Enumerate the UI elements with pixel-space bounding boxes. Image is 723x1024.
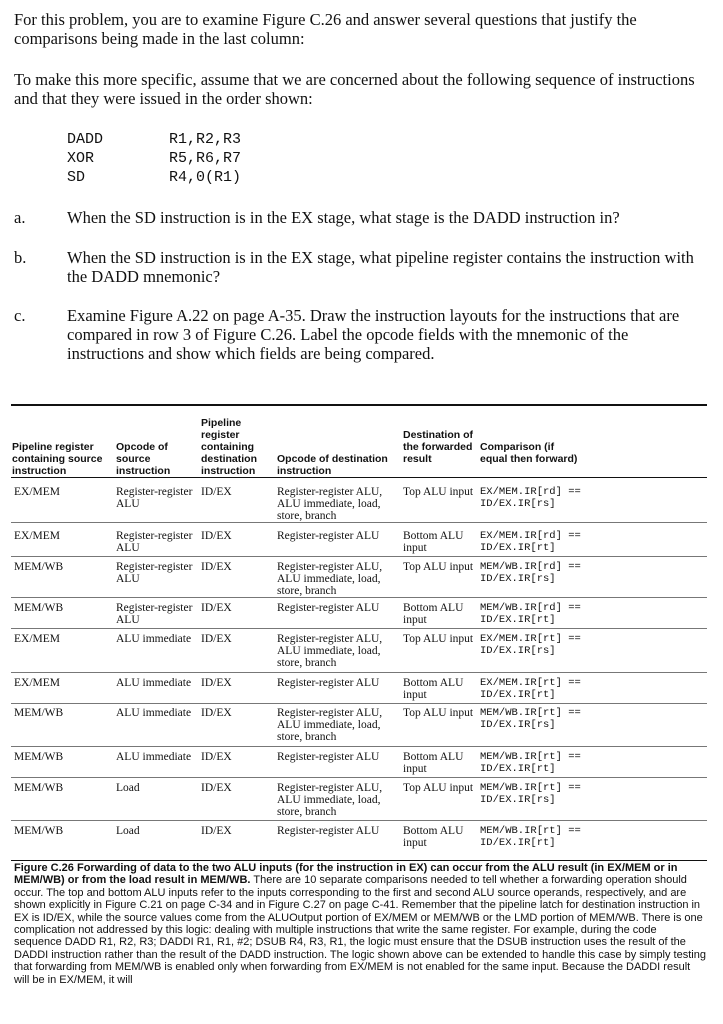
- header-forward-destination: Destination of the forwarded result: [403, 429, 473, 465]
- table-header-rule: [11, 477, 707, 478]
- figure-label: Figure C.26: [14, 862, 74, 874]
- cell-destination-opcode: Register-register ALU, ALU immediate, load, store, branch: [277, 707, 383, 743]
- cell-destination-opcode: Register-register ALU: [277, 530, 380, 542]
- cell-source-register: MEM/WB: [14, 602, 64, 614]
- header-comparison: Comparison (if equal then forward): [480, 441, 578, 465]
- code-operands: R1,R2,R3: [169, 131, 242, 148]
- cell-destination-register: ID/EX: [201, 561, 232, 573]
- question-label: c.: [14, 306, 26, 325]
- row-divider: [11, 522, 707, 523]
- figure-title: Forwarding of data to the two ALU inputs (for the instruction in EX) can occur from the ALU result (in EX/MEM or in MEM/WB) or from the load result in MEM/WB.: [14, 862, 678, 887]
- figure-caption: [14, 862, 706, 986]
- row-divider: [11, 746, 707, 747]
- figure-body: There are 10 separate comparisons needed to tell whether a forwarding operation should occur. The top and bottom ALU inputs refer to the inputs corresponding to the first and second ALU source operands, respectively, and are shown explicitly in Figure C.21 on page C-34 and in Figure C.27 on page C-41. Remember that the pipeline latch for destination instruction in EX is ID/EX, while the source values come from the ALUOutput portion of EX/MEM or MEM/WB or the LMD portion of MEM/WB. There is one complication not addressed by this logic: dealing with multiple instructions that write the same register. For example, during the code sequence DADD R1, R2, R3; DADDI R1, R1, #2; DSUB R4, R3, R1, the logic must ensure that the DSUB instruction uses the result of the DADDI instruction rather than the result of the DADD instruction. The logic shown above can be extended to handle this case by simply testing that forwarding from MEM/WB is enabled only when forwarding from EX/MEM is not enabled for the same input. Because the DADDI result will be in EX/MEM, it will: [14, 874, 706, 986]
- cell-source-opcode: Register-register ALU: [116, 530, 193, 554]
- cell-comparison: EX/MEM.IR[rt] == ID/EX.IR[rt]: [480, 677, 581, 701]
- question-text: When the SD instruction is in the EX stage, what pipeline register contains the instruction with the DADD mnemonic?: [67, 248, 694, 286]
- cell-comparison: EX/MEM.IR[rt] == ID/EX.IR[rs]: [480, 633, 581, 657]
- cell-comparison: MEM/WB.IR[rd] == ID/EX.IR[rt]: [480, 602, 581, 626]
- cell-forward-destination: Top ALU input: [403, 561, 474, 573]
- code-line: [67, 168, 241, 187]
- code-operands: R4,0(R1): [169, 169, 242, 186]
- cell-forward-destination: Bottom ALU input: [403, 530, 464, 554]
- cell-comparison: EX/MEM.IR[rd] == ID/EX.IR[rt]: [480, 530, 581, 554]
- row-divider: [11, 820, 707, 821]
- question-c: [14, 306, 704, 363]
- header-source-register: Pipeline register containing source instruction: [12, 441, 103, 477]
- cell-source-register: EX/MEM: [14, 677, 60, 689]
- cell-destination-register: ID/EX: [201, 530, 232, 542]
- row-divider: [11, 672, 707, 673]
- row-divider: [11, 703, 707, 704]
- row-divider: [11, 628, 707, 629]
- cell-forward-destination: Top ALU input: [403, 633, 474, 645]
- cell-destination-opcode: Register-register ALU, ALU immediate, load, store, branch: [277, 633, 383, 669]
- code-opcode: SD: [67, 169, 86, 186]
- cell-source-register: MEM/WB: [14, 825, 64, 837]
- cell-source-register: EX/MEM: [14, 486, 60, 498]
- row-divider: [11, 597, 707, 598]
- cell-forward-destination: Bottom ALU input: [403, 602, 464, 626]
- cell-comparison: EX/MEM.IR[rd] == ID/EX.IR[rs]: [480, 486, 581, 510]
- cell-destination-register: ID/EX: [201, 677, 232, 689]
- cell-destination-register: ID/EX: [201, 486, 232, 498]
- cell-source-register: MEM/WB: [14, 561, 64, 573]
- cell-forward-destination: Bottom ALU input: [403, 825, 464, 849]
- intro-paragraph-1: For this problem, you are to examine Figure C.26 and answer several questions that justify the comparisons being made in the last column:: [14, 10, 637, 48]
- cell-source-opcode: ALU immediate: [116, 751, 192, 763]
- code-line: [67, 130, 241, 149]
- cell-source-opcode: Register-register ALU: [116, 561, 193, 585]
- cell-destination-opcode: Register-register ALU: [277, 825, 380, 837]
- cell-source-register: MEM/WB: [14, 707, 64, 719]
- cell-destination-register: ID/EX: [201, 602, 232, 614]
- cell-forward-destination: Top ALU input: [403, 707, 474, 719]
- cell-source-register: MEM/WB: [14, 751, 64, 763]
- cell-destination-opcode: Register-register ALU: [277, 751, 380, 763]
- table-top-rule: [11, 404, 707, 406]
- cell-source-register: MEM/WB: [14, 782, 64, 794]
- table-bottom-rule: [11, 860, 707, 861]
- code-line: [67, 149, 241, 168]
- question-b: [14, 248, 704, 286]
- cell-destination-opcode: Register-register ALU, ALU immediate, load, store, branch: [277, 561, 383, 597]
- cell-source-register: EX/MEM: [14, 633, 60, 645]
- question-a: [14, 208, 704, 227]
- cell-comparison: MEM/WB.IR[rt] == ID/EX.IR[rs]: [480, 782, 581, 806]
- cell-source-opcode: ALU immediate: [116, 633, 192, 645]
- question-text: When the SD instruction is in the EX stage, what stage is the DADD instruction in?: [67, 208, 620, 227]
- question-text: Examine Figure A.22 on page A-35. Draw the instruction layouts for the instructions that are compared in row 3 of Figure C.26. Label the opcode fields with the mnemonic of the instructions and show which fields are being compared.: [67, 306, 680, 363]
- code-listing: [67, 130, 241, 187]
- cell-comparison: MEM/WB.IR[rt] == ID/EX.IR[rt]: [480, 825, 581, 849]
- cell-source-opcode: ALU immediate: [116, 677, 192, 689]
- cell-forward-destination: Bottom ALU input: [403, 751, 464, 775]
- code-operands: R5,R6,R7: [169, 150, 242, 167]
- cell-destination-register: ID/EX: [201, 633, 232, 645]
- cell-destination-opcode: Register-register ALU, ALU immediate, load, store, branch: [277, 782, 383, 818]
- question-label: a.: [14, 208, 26, 227]
- cell-source-opcode: Load: [116, 782, 140, 794]
- cell-comparison: MEM/WB.IR[rt] == ID/EX.IR[rs]: [480, 707, 581, 731]
- intro-paragraph-2: To make this more specific, assume that we are concerned about the following sequence of instructions and that they were issued in the order shown:: [14, 70, 695, 108]
- cell-forward-destination: Top ALU input: [403, 782, 474, 794]
- row-divider: [11, 556, 707, 557]
- cell-source-opcode: Register-register ALU: [116, 486, 193, 510]
- cell-forward-destination: Top ALU input: [403, 486, 474, 498]
- cell-destination-register: ID/EX: [201, 825, 232, 837]
- cell-comparison: MEM/WB.IR[rd] == ID/EX.IR[rs]: [480, 561, 581, 585]
- cell-source-opcode: Load: [116, 825, 140, 837]
- cell-forward-destination: Bottom ALU input: [403, 677, 464, 701]
- cell-source-opcode: ALU immediate: [116, 707, 192, 719]
- cell-destination-opcode: Register-register ALU, ALU immediate, load, store, branch: [277, 486, 383, 522]
- cell-destination-register: ID/EX: [201, 782, 232, 794]
- cell-source-opcode: Register-register ALU: [116, 602, 193, 626]
- cell-destination-opcode: Register-register ALU: [277, 677, 380, 689]
- header-destination-register: Pipeline register containing destination instruction: [201, 417, 258, 477]
- header-destination-opcode: Opcode of destination instruction: [277, 453, 388, 477]
- row-divider: [11, 777, 707, 778]
- header-source-opcode: Opcode of source instruction: [116, 441, 171, 477]
- code-opcode: DADD: [67, 131, 104, 148]
- code-opcode: XOR: [67, 150, 95, 167]
- question-label: b.: [14, 248, 27, 267]
- cell-source-register: EX/MEM: [14, 530, 60, 542]
- cell-destination-register: ID/EX: [201, 751, 232, 763]
- cell-destination-opcode: Register-register ALU: [277, 602, 380, 614]
- cell-comparison: MEM/WB.IR[rt] == ID/EX.IR[rt]: [480, 751, 581, 775]
- cell-destination-register: ID/EX: [201, 707, 232, 719]
